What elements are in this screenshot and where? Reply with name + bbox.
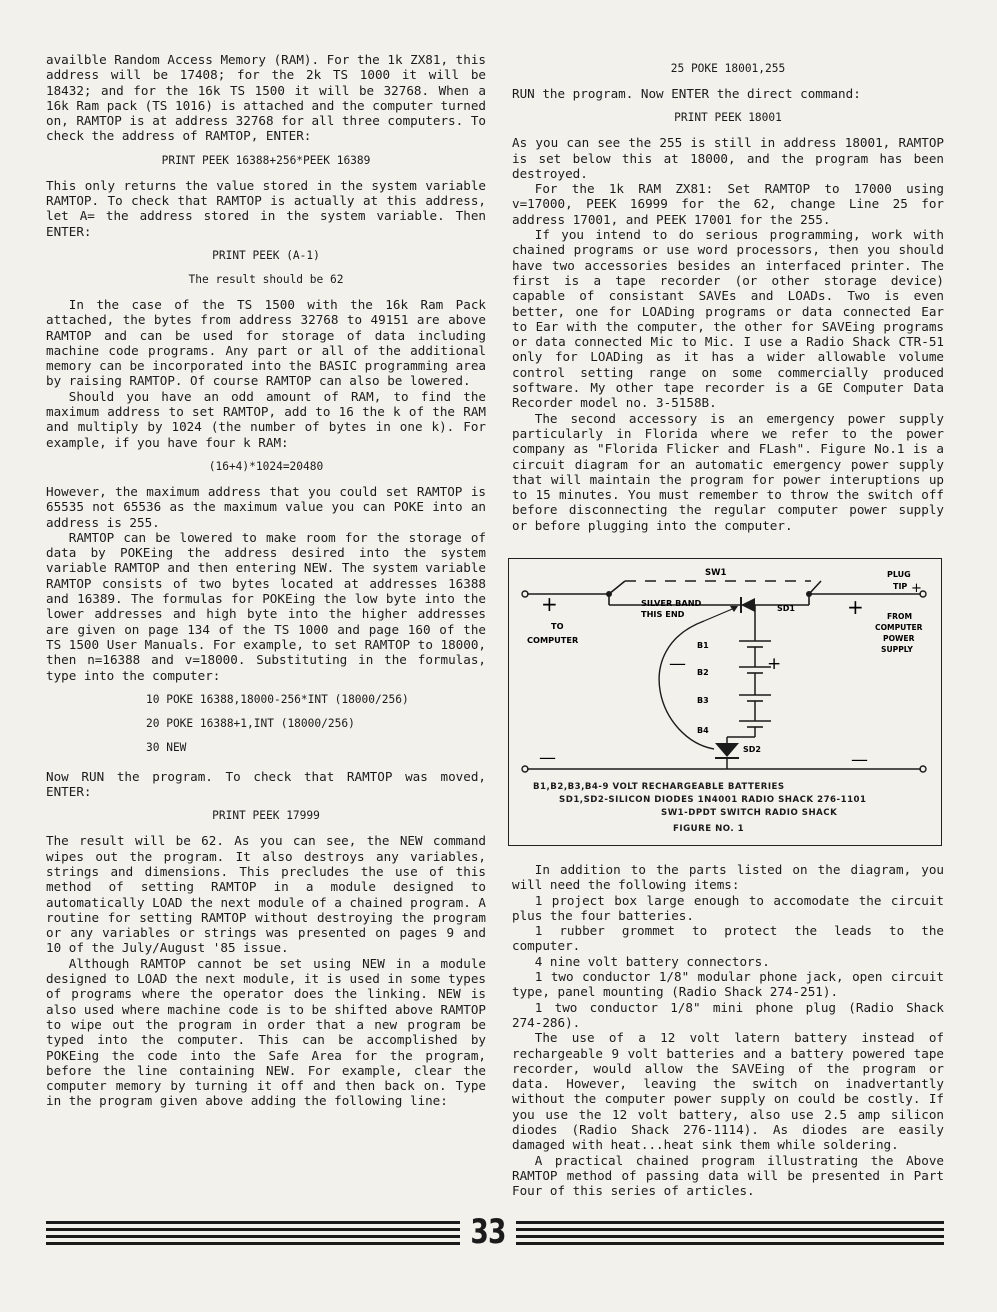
code-line: 30 NEW — [146, 740, 187, 754]
label-minus-left: — — [539, 748, 556, 768]
right-column-bottom — [512, 862, 944, 1199]
arrow-silver-band — [704, 607, 737, 621]
page-footer — [46, 1212, 944, 1256]
paragraph: 1 two conductor 1/8" modular phone jack, open circuit type, panel mounting (Radio Shack 274-251). — [512, 969, 944, 1000]
label-this-end: THIS END — [641, 609, 685, 619]
left-column — [46, 52, 486, 1109]
paragraph: For the 1k RAM ZX81: Set RAMTOP to 17000 using v=17000, PEEK 16999 for the 62, change Line 25 for address 17001, and PEEK 17001 for the 255. — [512, 181, 944, 227]
footer-rule-right — [516, 1221, 944, 1249]
label-computer: COMPUTER — [527, 635, 579, 645]
paragraph: The second accessory is an emergency power supply particularly in Florida where we refer to the power company as "Florida Flicker and FLash". Figure No.1 is a circuit diagram for an automatic emergency power supply that will maintain the program for power interuptions up to 15 minutes. You must remember to throw the switch off before disconnecting the regular computer power supply or before plugging into the computer. — [512, 410, 944, 533]
paragraph: The use of a 12 volt latern battery instead of rechargeable 9 volt batteries and a battery powered tape recorder, would allow the SAVEing of the program or data. However, leaving the switch on inadvertantly without the computer power supply on could be costly. If you use the 12 volt battery, also use 2.5 amp silicon diodes (Radio Shack 276-1114). As diodes are easily damaged with heat...heat sink them while soldering. — [512, 1030, 944, 1153]
label-sd2: SD2 — [743, 745, 761, 754]
figure-note-batteries: B1,B2,B3,B4-9 VOLT RECHARGEABLE BATTERIES — [533, 782, 785, 792]
paragraph: Now RUN the program. To check that RAMTOP was moved, ENTER: — [46, 768, 486, 800]
figure-circuit-diagram — [508, 558, 942, 846]
page-number: 33 — [470, 1212, 506, 1252]
paragraph: Although RAMTOP cannot be set using NEW in a module designed to LOAD the next module, it is used in some types of programs where the operator does the linking. NEW is also used where machine code is to be shifted above RAMTOP to wipe out the program in order that a new program be typed into the computer. This can be accomplished by POKEing the code into the Safe Area for the program, before the line containing NEW. For example, clear the computer memory by turning it off and then back on. Type in the program given above adding the following line: — [46, 955, 486, 1109]
paragraph: In addition to the parts listed on the diagram, you will need the following items: — [512, 862, 944, 893]
label-b1: B1 — [697, 641, 709, 650]
label-minus-battery: — — [669, 654, 686, 674]
code-line: 25 POKE 18001,255 — [670, 62, 786, 75]
code-line: PRINT PEEK 16388+256*PEEK 16389 — [161, 153, 371, 167]
battery-b1 — [739, 641, 771, 647]
label-plus-battery: + — [767, 654, 782, 674]
paragraph: RUN the program. Now ENTER the direct command: — [512, 86, 861, 101]
label-tip: TIP — [893, 582, 908, 591]
figure-note-diodes: SD1,SD2-SILICON DIODES 1N4001 RADIO SHACK 276-1101 — [559, 795, 867, 805]
switch-blade-left — [609, 581, 625, 594]
paragraph: 1 project box large enough to accomodate the circuit plus the four batteries. — [512, 892, 944, 923]
code-line: 10 POKE 16388,18000-256*INT (18000/256) — [146, 692, 409, 706]
paragraph: 1 two conductor 1/8" mini phone plug (Radio Shack 274-286). — [512, 999, 944, 1030]
switch-blade-right — [809, 581, 821, 594]
label-plug: PLUG — [887, 570, 911, 579]
paragraph: RAMTOP can be lowered to make room for the storage of data by POKEing the address desired into the system variable RAMTOP and then entering NEW. The system variable RAMTOP consists of two bytes located at addresses 16388 and 16389. The formulas for POKEing the low byte into the lower addresses and high byte into the higher addresses are given on page 134 of the TS 1000 and page 160 of the TS 1500 User Manuals. For example, to set RAMTOP to 18000, then n=16388 and v=18000. Substituting in the formulas, type into the computer: — [46, 529, 486, 683]
label-b3: B3 — [697, 696, 709, 705]
figure-note-switch: SW1-DPDT SWITCH RADIO SHACK — [661, 808, 838, 818]
label-plus-tip: + — [911, 581, 922, 596]
label-from-computer: COMPUTER — [875, 623, 923, 632]
paragraph: A practical chained program illustrating the Above RAMTOP method of passing data will be presented in Part Four of this series of articles. — [512, 1152, 944, 1199]
label-b4: B4 — [697, 726, 709, 735]
paragraph: As you can see the 255 is still in address 18001, RAMTOP is set below this at 18000, and the program has been destroyed. — [512, 135, 944, 181]
label-to: TO — [551, 621, 564, 631]
label-minus-right: — — [851, 750, 868, 770]
paragraph: However, the maximum address that you could set RAMTOP is 65535 not 65536 as the maximum value you can POKE into an address is 255. — [46, 483, 486, 530]
code-line: PRINT PEEK 18001 — [674, 111, 782, 125]
label-supply: SUPPLY — [881, 645, 913, 654]
label-plus-left: + — [541, 592, 558, 616]
label-power: POWER — [883, 634, 915, 643]
battery-b3 — [739, 695, 771, 701]
code-line: 20 POKE 16388+1,INT (18000/256) — [146, 716, 355, 730]
label-from: FROM — [887, 612, 913, 621]
code-line: PRINT PEEK (A-1) — [212, 248, 320, 262]
battery-b4 — [739, 721, 771, 727]
paragraph: availble Random Access Memory (RAM). For the 1k ZX81, this address will be 17408; for the 2k TS 1000 it will be 18432; and for the 16k TS 1500 it will be 32768. When a 16k Ram pack (TS 1016) is attached and the computer turned on, RAMTOP is at address 32768 for all three computers. To check the address of RAMTOP, ENTER: — [46, 52, 486, 144]
label-sw1: SW1 — [705, 568, 727, 578]
label-silver-band: SILVER BAND — [641, 598, 702, 608]
paragraph: Should you have an odd amount of RAM, to find the maximum address to set RAMTOP, add to 16 the k of the RAM and multiply by 1024 (the number of bytes in one k). For example, if you have four k RAM: — [46, 388, 486, 450]
right-column-top — [512, 52, 944, 533]
code-line: PRINT PEEK 17999 — [212, 809, 320, 823]
paragraph: 1 rubber grommet to protect the leads to the computer. — [512, 923, 944, 954]
label-plus-right: + — [847, 595, 864, 619]
diode-sd2 — [715, 743, 739, 757]
code-line: The result should be 62 — [188, 272, 344, 286]
figure-notes — [509, 781, 943, 836]
paragraph: In the case of the TS 1500 with the 16k Ram Pack attached, the bytes from address 32768 to 49151 are above RAMTOP and can be used for storage of data including machine code programs. Any part or all of the additional memory can be incorporated into the BASIC programming area by raising RAMTOP. Of course RAMTOP can also be lowered. — [46, 296, 486, 389]
footer-rule-left — [46, 1221, 460, 1249]
code-line: (16+4)*1024=20480 — [208, 459, 324, 473]
paragraph: The result will be 62. As you can see, the NEW command wipes out the program. It also destroys any variables, strings and dimensions. This precludes the use of this method of setting RAMTOP in a module designed to automatically LOAD the next module of a chained program. A routine for setting RAMTOP without destroying the program or any variables or strings was presented on pages 9 and 10 of the July/August '85 issue. — [46, 833, 486, 956]
figure-caption: FIGURE NO. 1 — [673, 824, 745, 834]
label-b2: B2 — [697, 668, 709, 677]
label-sd1: SD1 — [777, 604, 795, 613]
diode-sd1 — [741, 598, 755, 612]
paragraph: 4 nine volt battery connectors. — [534, 953, 770, 969]
paragraph: This only returns the value stored in the system variable RAMTOP. To check that RAMTOP is actually at this address, let A= the address stored in the system variable. Then ENTER: — [46, 177, 486, 239]
paragraph: If you intend to do serious programming, work with chained programs or use word processors, then you should have two accessories besides an interfaced printer. The first is a tape recorder (or other storage device) capable of consistant SAVEs and LOADs. Two is even better, one for LOADing programs or data connected Ear to Ear with the computer, the other for SAVEing programs or data connected Mic to Mic. I use a Radio Shack CTR-51 only for LOADing as it has a wider allowable volume control setting range on some commercially produced software. My other tape recorder is a GE Computer Data Recorder model no. 3-5158B. — [512, 227, 944, 411]
